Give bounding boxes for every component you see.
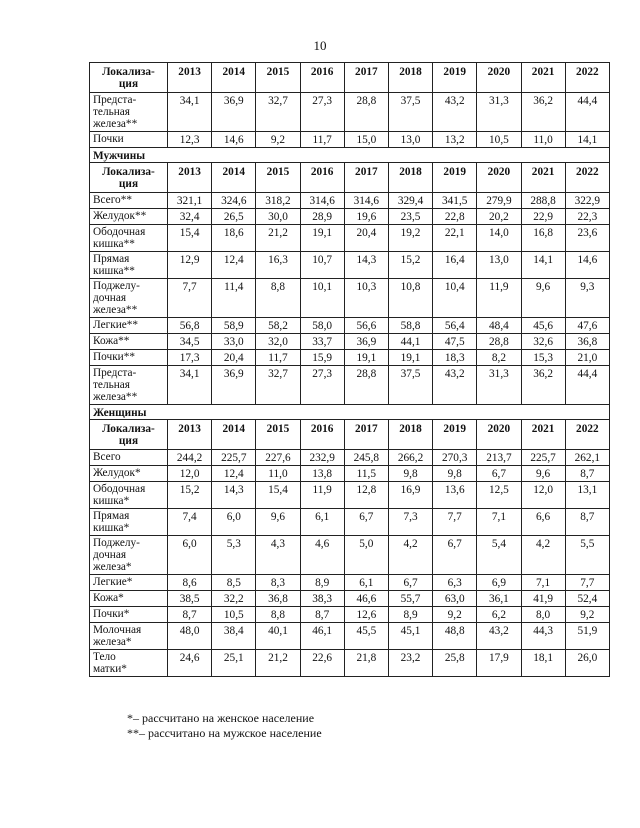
cell-value: 8,0 <box>521 607 565 623</box>
cell-value: 11,0 <box>256 466 300 482</box>
cell-value: 10,5 <box>477 132 521 148</box>
cell-value: 36,9 <box>212 366 256 405</box>
row-label: Кожа* <box>90 591 168 607</box>
cell-value: 26,0 <box>565 650 609 677</box>
table-row <box>90 366 610 405</box>
year-header: 2020 <box>477 420 521 450</box>
year-header: 2018 <box>388 420 432 450</box>
cell-value: 8,2 <box>477 350 521 366</box>
cell-value: 11,4 <box>212 279 256 318</box>
year-header: 2014 <box>212 420 256 450</box>
cell-value: 31,3 <box>477 93 521 132</box>
cell-value: 245,8 <box>344 450 388 466</box>
cell-value: 8,8 <box>256 607 300 623</box>
cell-value: 28,8 <box>344 93 388 132</box>
cell-value: 12,4 <box>212 252 256 279</box>
cell-value: 46,6 <box>344 591 388 607</box>
cell-value: 5,3 <box>212 536 256 575</box>
cell-value: 21,2 <box>256 650 300 677</box>
cell-value: 37,5 <box>388 93 432 132</box>
year-header: 2013 <box>168 163 212 193</box>
cell-value: 16,8 <box>521 225 565 252</box>
footnote-men: **– рассчитано на мужское население <box>127 726 322 740</box>
cell-value: 34,5 <box>168 334 212 350</box>
cell-value: 20,4 <box>212 350 256 366</box>
cell-value: 46,1 <box>300 623 344 650</box>
cell-value: 16,4 <box>433 252 477 279</box>
cell-value: 5,0 <box>344 536 388 575</box>
cell-value: 10,3 <box>344 279 388 318</box>
cell-value: 324,6 <box>212 193 256 209</box>
cell-value: 32,6 <box>521 334 565 350</box>
cell-value: 8,7 <box>168 607 212 623</box>
cell-value: 38,5 <box>168 591 212 607</box>
cell-value: 7,1 <box>477 509 521 536</box>
cell-value: 8,3 <box>256 575 300 591</box>
table-row <box>90 350 610 366</box>
cell-value: 18,1 <box>521 650 565 677</box>
cell-value: 33,7 <box>300 334 344 350</box>
cell-value: 7,4 <box>168 509 212 536</box>
cell-value: 26,5 <box>212 209 256 225</box>
table-row <box>90 623 610 650</box>
cell-value: 44,4 <box>565 366 609 405</box>
year-header: 2015 <box>256 163 300 193</box>
cell-value: 6,1 <box>344 575 388 591</box>
row-label: Почки** <box>90 350 168 366</box>
cell-value: 38,3 <box>300 591 344 607</box>
header-row-men <box>90 163 610 193</box>
table-row <box>90 209 610 225</box>
year-header: 2022 <box>565 63 609 93</box>
row-label: Ободочная кишка* <box>90 482 168 509</box>
year-header: 2019 <box>433 63 477 93</box>
cell-value: 16,3 <box>256 252 300 279</box>
cell-value: 7,7 <box>565 575 609 591</box>
cell-value: 7,7 <box>433 509 477 536</box>
row-label: Легкие* <box>90 575 168 591</box>
cell-value: 14,0 <box>477 225 521 252</box>
cell-value: 58,0 <box>300 318 344 334</box>
year-header: 2015 <box>256 63 300 93</box>
cell-value: 22,1 <box>433 225 477 252</box>
cell-value: 40,1 <box>256 623 300 650</box>
cell-value: 4,3 <box>256 536 300 575</box>
cell-value: 244,2 <box>168 450 212 466</box>
cell-value: 28,8 <box>477 334 521 350</box>
cell-value: 16,9 <box>388 482 432 509</box>
cell-value: 56,6 <box>344 318 388 334</box>
cell-value: 47,6 <box>565 318 609 334</box>
cell-value: 9,6 <box>256 509 300 536</box>
cell-value: 225,7 <box>521 450 565 466</box>
cell-value: 10,7 <box>300 252 344 279</box>
cell-value: 227,6 <box>256 450 300 466</box>
section-row-women <box>90 405 610 420</box>
cell-value: 9,8 <box>388 466 432 482</box>
table-row <box>90 279 610 318</box>
cell-value: 8,9 <box>300 575 344 591</box>
cell-value: 55,7 <box>388 591 432 607</box>
year-header: 2014 <box>212 63 256 93</box>
cell-value: 28,9 <box>300 209 344 225</box>
row-label: Тело матки* <box>90 650 168 677</box>
cell-value: 32,2 <box>212 591 256 607</box>
cell-value: 22,3 <box>565 209 609 225</box>
footnotes <box>127 711 322 741</box>
cell-value: 9,6 <box>521 466 565 482</box>
cell-value: 14,3 <box>344 252 388 279</box>
cell-value: 21,0 <box>565 350 609 366</box>
cell-value: 48,4 <box>477 318 521 334</box>
year-header: 2016 <box>300 163 344 193</box>
cell-value: 23,5 <box>388 209 432 225</box>
year-header: 2020 <box>477 63 521 93</box>
cell-value: 266,2 <box>388 450 432 466</box>
cell-value: 28,8 <box>344 366 388 405</box>
cell-value: 5,5 <box>565 536 609 575</box>
cell-value: 11,9 <box>300 482 344 509</box>
cell-value: 14,6 <box>565 252 609 279</box>
cell-value: 10,1 <box>300 279 344 318</box>
cell-value: 20,4 <box>344 225 388 252</box>
cell-value: 341,5 <box>433 193 477 209</box>
cell-value: 44,4 <box>565 93 609 132</box>
year-header: 2021 <box>521 63 565 93</box>
header-label: Локализа- ция <box>90 163 168 193</box>
cell-value: 329,4 <box>388 193 432 209</box>
table-row <box>90 93 610 132</box>
cell-value: 27,3 <box>300 93 344 132</box>
cell-value: 9,2 <box>256 132 300 148</box>
cell-value: 15,9 <box>300 350 344 366</box>
cell-value: 19,2 <box>388 225 432 252</box>
cell-value: 45,6 <box>521 318 565 334</box>
row-label: Ободочная кишка** <box>90 225 168 252</box>
cell-value: 11,7 <box>300 132 344 148</box>
cell-value: 45,5 <box>344 623 388 650</box>
cell-value: 321,1 <box>168 193 212 209</box>
cell-value: 232,9 <box>300 450 344 466</box>
cell-value: 48,8 <box>433 623 477 650</box>
cell-value: 314,6 <box>300 193 344 209</box>
cell-value: 23,2 <box>388 650 432 677</box>
cell-value: 12,4 <box>212 466 256 482</box>
cell-value: 34,1 <box>168 366 212 405</box>
cell-value: 15,4 <box>168 225 212 252</box>
cell-value: 43,2 <box>433 366 477 405</box>
cell-value: 213,7 <box>477 450 521 466</box>
cell-value: 6,6 <box>521 509 565 536</box>
cell-value: 9,6 <box>521 279 565 318</box>
cell-value: 30,0 <box>256 209 300 225</box>
cell-value: 32,4 <box>168 209 212 225</box>
cell-value: 27,3 <box>300 366 344 405</box>
cell-value: 10,8 <box>388 279 432 318</box>
year-header: 2017 <box>344 163 388 193</box>
cell-value: 11,5 <box>344 466 388 482</box>
cell-value: 21,8 <box>344 650 388 677</box>
year-header: 2017 <box>344 63 388 93</box>
cell-value: 36,9 <box>212 93 256 132</box>
cell-value: 32,7 <box>256 93 300 132</box>
cell-value: 18,6 <box>212 225 256 252</box>
cell-value: 36,2 <box>521 93 565 132</box>
cell-value: 322,9 <box>565 193 609 209</box>
cell-value: 36,8 <box>565 334 609 350</box>
section-title: Женщины <box>90 405 610 420</box>
cell-value: 8,7 <box>565 466 609 482</box>
cell-value: 23,6 <box>565 225 609 252</box>
cell-value: 8,7 <box>300 607 344 623</box>
cell-value: 31,3 <box>477 366 521 405</box>
cell-value: 36,8 <box>256 591 300 607</box>
cell-value: 52,4 <box>565 591 609 607</box>
cell-value: 51,9 <box>565 623 609 650</box>
cell-value: 32,0 <box>256 334 300 350</box>
cell-value: 13,1 <box>565 482 609 509</box>
cell-value: 56,8 <box>168 318 212 334</box>
cell-value: 15,3 <box>521 350 565 366</box>
year-header: 2018 <box>388 163 432 193</box>
cell-value: 9,8 <box>433 466 477 482</box>
cell-value: 279,9 <box>477 193 521 209</box>
cell-value: 58,2 <box>256 318 300 334</box>
table-row <box>90 607 610 623</box>
cell-value: 33,0 <box>212 334 256 350</box>
cell-value: 6,0 <box>168 536 212 575</box>
cell-value: 25,8 <box>433 650 477 677</box>
cell-value: 12,9 <box>168 252 212 279</box>
cell-value: 11,9 <box>477 279 521 318</box>
table-row <box>90 509 610 536</box>
cell-value: 14,3 <box>212 482 256 509</box>
row-label: Поджелу- дочная железа* <box>90 536 168 575</box>
row-label: Желудок* <box>90 466 168 482</box>
cell-value: 8,9 <box>388 607 432 623</box>
cell-value: 24,6 <box>168 650 212 677</box>
cell-value: 17,9 <box>477 650 521 677</box>
cell-value: 15,0 <box>344 132 388 148</box>
cell-value: 7,1 <box>521 575 565 591</box>
cell-value: 58,9 <box>212 318 256 334</box>
cell-value: 10,4 <box>433 279 477 318</box>
row-label: Молочная железа* <box>90 623 168 650</box>
cell-value: 44,1 <box>388 334 432 350</box>
cell-value: 8,5 <box>212 575 256 591</box>
cell-value: 8,6 <box>168 575 212 591</box>
cell-value: 10,5 <box>212 607 256 623</box>
table-row <box>90 318 610 334</box>
header-row-top <box>90 63 610 93</box>
cell-value: 63,0 <box>433 591 477 607</box>
cell-value: 9,2 <box>433 607 477 623</box>
cell-value: 37,5 <box>388 366 432 405</box>
cell-value: 15,2 <box>388 252 432 279</box>
cell-value: 6,7 <box>344 509 388 536</box>
cell-value: 15,4 <box>256 482 300 509</box>
row-label: Легкие** <box>90 318 168 334</box>
cell-value: 58,8 <box>388 318 432 334</box>
header-row-women <box>90 420 610 450</box>
year-header: 2019 <box>433 163 477 193</box>
year-header: 2021 <box>521 163 565 193</box>
cell-value: 12,6 <box>344 607 388 623</box>
footnote-women: *– рассчитано на женское население <box>127 711 315 725</box>
year-header: 2015 <box>256 420 300 450</box>
cell-value: 270,3 <box>433 450 477 466</box>
cell-value: 13,0 <box>388 132 432 148</box>
year-header: 2022 <box>565 420 609 450</box>
cell-value: 7,7 <box>168 279 212 318</box>
cell-value: 14,1 <box>565 132 609 148</box>
table-row <box>90 650 610 677</box>
table-row <box>90 575 610 591</box>
table-row <box>90 252 610 279</box>
row-label: Прямая кишка** <box>90 252 168 279</box>
cell-value: 12,5 <box>477 482 521 509</box>
cell-value: 36,9 <box>344 334 388 350</box>
cell-value: 288,8 <box>521 193 565 209</box>
cell-value: 18,3 <box>433 350 477 366</box>
year-header: 2016 <box>300 420 344 450</box>
cell-value: 34,1 <box>168 93 212 132</box>
table-row <box>90 591 610 607</box>
cell-value: 314,6 <box>344 193 388 209</box>
cell-value: 6,3 <box>433 575 477 591</box>
cell-value: 48,0 <box>168 623 212 650</box>
cell-value: 22,6 <box>300 650 344 677</box>
cell-value: 22,8 <box>433 209 477 225</box>
cell-value: 14,1 <box>521 252 565 279</box>
year-header: 2020 <box>477 163 521 193</box>
cell-value: 22,9 <box>521 209 565 225</box>
year-header: 2013 <box>168 63 212 93</box>
cell-value: 6,2 <box>477 607 521 623</box>
cell-value: 5,4 <box>477 536 521 575</box>
row-label: Почки <box>90 132 168 148</box>
section-title: Мужчины <box>90 148 610 163</box>
incidence-table <box>89 62 610 677</box>
year-header: 2014 <box>212 163 256 193</box>
table-row <box>90 334 610 350</box>
cell-value: 36,1 <box>477 591 521 607</box>
cell-value: 6,0 <box>212 509 256 536</box>
cell-value: 11,0 <box>521 132 565 148</box>
cell-value: 19,1 <box>344 350 388 366</box>
cell-value: 17,3 <box>168 350 212 366</box>
cell-value: 9,3 <box>565 279 609 318</box>
cell-value: 9,2 <box>565 607 609 623</box>
cell-value: 13,0 <box>477 252 521 279</box>
cell-value: 47,5 <box>433 334 477 350</box>
cell-value: 6,7 <box>388 575 432 591</box>
cell-value: 6,7 <box>433 536 477 575</box>
year-header: 2021 <box>521 420 565 450</box>
cell-value: 15,2 <box>168 482 212 509</box>
page-number: 10 <box>313 38 327 53</box>
row-label: Всего <box>90 450 168 466</box>
table-row <box>90 225 610 252</box>
row-label: Предста- тельная железа** <box>90 93 168 132</box>
cell-value: 20,2 <box>477 209 521 225</box>
table-row <box>90 132 610 148</box>
cell-value: 56,4 <box>433 318 477 334</box>
cell-value: 6,7 <box>477 466 521 482</box>
year-header: 2018 <box>388 63 432 93</box>
cell-value: 11,7 <box>256 350 300 366</box>
cell-value: 12,3 <box>168 132 212 148</box>
cell-value: 44,3 <box>521 623 565 650</box>
cell-value: 19,6 <box>344 209 388 225</box>
table-row <box>90 482 610 509</box>
cell-value: 13,6 <box>433 482 477 509</box>
row-label: Поджелу- дочная железа** <box>90 279 168 318</box>
row-label: Прямая кишка* <box>90 509 168 536</box>
year-header: 2017 <box>344 420 388 450</box>
cell-value: 4,6 <box>300 536 344 575</box>
cell-value: 8,8 <box>256 279 300 318</box>
cell-value: 7,3 <box>388 509 432 536</box>
cell-value: 13,8 <box>300 466 344 482</box>
row-label: Желудок** <box>90 209 168 225</box>
cell-value: 6,9 <box>477 575 521 591</box>
table-row <box>90 193 610 209</box>
row-label: Почки* <box>90 607 168 623</box>
header-label: Локализа- ция <box>90 63 168 93</box>
row-label: Предста- тельная железа** <box>90 366 168 405</box>
table-row <box>90 450 610 466</box>
year-header: 2013 <box>168 420 212 450</box>
year-header: 2016 <box>300 63 344 93</box>
year-header: 2022 <box>565 163 609 193</box>
row-label: Кожа** <box>90 334 168 350</box>
cell-value: 43,2 <box>477 623 521 650</box>
cell-value: 45,1 <box>388 623 432 650</box>
cell-value: 13,2 <box>433 132 477 148</box>
cell-value: 43,2 <box>433 93 477 132</box>
cell-value: 262,1 <box>565 450 609 466</box>
cell-value: 4,2 <box>388 536 432 575</box>
cell-value: 19,1 <box>388 350 432 366</box>
cell-value: 12,0 <box>521 482 565 509</box>
table-row <box>90 466 610 482</box>
cell-value: 318,2 <box>256 193 300 209</box>
header-label: Локализа- ция <box>90 420 168 450</box>
row-label: Всего** <box>90 193 168 209</box>
cell-value: 225,7 <box>212 450 256 466</box>
cell-value: 38,4 <box>212 623 256 650</box>
cell-value: 4,2 <box>521 536 565 575</box>
cell-value: 12,8 <box>344 482 388 509</box>
cell-value: 8,7 <box>565 509 609 536</box>
cell-value: 6,1 <box>300 509 344 536</box>
cell-value: 32,7 <box>256 366 300 405</box>
cell-value: 41,9 <box>521 591 565 607</box>
cell-value: 36,2 <box>521 366 565 405</box>
table-row <box>90 536 610 575</box>
section-row-men <box>90 148 610 163</box>
year-header: 2019 <box>433 420 477 450</box>
cell-value: 14,6 <box>212 132 256 148</box>
cell-value: 25,1 <box>212 650 256 677</box>
cell-value: 19,1 <box>300 225 344 252</box>
cell-value: 21,2 <box>256 225 300 252</box>
cell-value: 12,0 <box>168 466 212 482</box>
